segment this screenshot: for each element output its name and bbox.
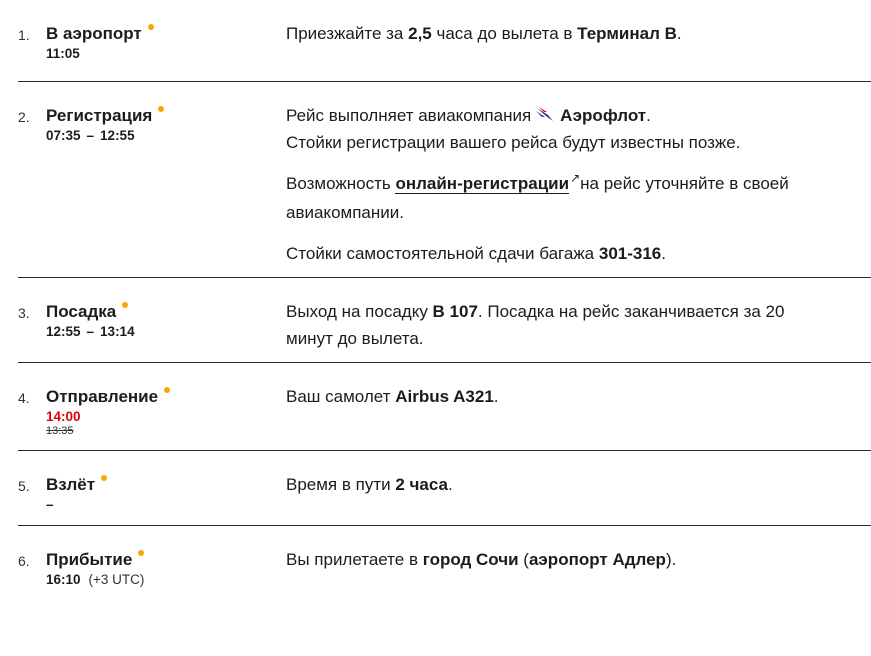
gate-number: B 107 (432, 302, 478, 321)
step-details: Ваш самолет Airbus A321. (286, 387, 499, 406)
step-time: 11:05 (46, 46, 80, 61)
step-time-old: 13:35 (46, 425, 74, 437)
flight-duration: 2 часа (395, 475, 448, 494)
status-dot-icon (158, 106, 164, 112)
destination-city: город Сочи (422, 550, 519, 569)
step-number: 2. (18, 109, 30, 125)
step-time: – (46, 497, 54, 512)
airline-name: Аэрофлот (560, 106, 647, 125)
status-dot-icon (122, 302, 128, 308)
step-header (46, 387, 286, 450)
step-time: 16:10 (+3 UTC) (46, 572, 145, 587)
utc-offset: (+3 UTC) (88, 572, 145, 587)
step-number: 5. (18, 478, 30, 494)
step-header (46, 106, 286, 277)
step-time-new: 14:00 (46, 409, 81, 424)
status-dot-icon (164, 387, 170, 393)
step-check-in (18, 82, 871, 278)
step-number: 4. (18, 390, 30, 406)
step-header (46, 302, 286, 362)
step-title: В аэропорт (46, 24, 142, 43)
aircraft-model: Airbus A321 (395, 387, 494, 406)
step-departure (18, 363, 871, 451)
baggage-counters: 301-316 (598, 244, 662, 263)
step-title: Взлёт (46, 475, 96, 494)
step-header (46, 475, 286, 525)
step-number: 6. (18, 553, 30, 569)
step-header (46, 550, 286, 616)
arrival-hours: 2,5 (408, 24, 432, 43)
step-title: Регистрация (46, 106, 153, 125)
terminal-name: Терминал B (577, 24, 677, 43)
step-details: Выход на посадку B 107. Посадка на рейс заканчивается за 20 минут до вылета. (286, 302, 785, 348)
status-dot-icon (138, 550, 144, 556)
step-details: Приезжайте за 2,5 часа до вылета в Терминал B. (286, 24, 682, 43)
step-details: Время в пути 2 часа. (286, 475, 453, 494)
step-number: 1. (18, 27, 30, 43)
step-title: Отправление (46, 387, 159, 406)
step-number: 3. (18, 305, 30, 321)
step-details: Вы прилетаете в город Сочи (аэропорт Адлер). (286, 550, 677, 569)
status-dot-icon (148, 24, 154, 30)
step-title: Прибытие (46, 550, 133, 569)
step-title: Посадка (46, 302, 117, 321)
step-to-airport (18, 0, 871, 82)
step-details: Рейс выполняет авиакомпания Аэрофлот. Стойки регистрации вашего рейса будут известны позже. Возможность онлайн-регистрации↗на рейс уточняйте в своей авиакомпании. Стойки самостоятельной сдачи багажа 301-316. (286, 102, 871, 277)
step-time-range: 12:55 – 13:14 (46, 324, 135, 339)
status-dot-icon (101, 475, 107, 481)
step-time-range: 07:35 – 12:55 (46, 128, 135, 143)
step-header (46, 24, 286, 81)
online-check-in-link[interactable]: онлайн-регистрации (395, 174, 570, 193)
step-takeoff (18, 451, 871, 526)
external-link-icon[interactable]: ↗ (570, 171, 581, 185)
step-arrival (18, 526, 871, 616)
aeroflot-logo-icon (535, 103, 555, 119)
destination-airport: аэропорт Адлер (528, 550, 666, 569)
step-boarding (18, 278, 871, 363)
